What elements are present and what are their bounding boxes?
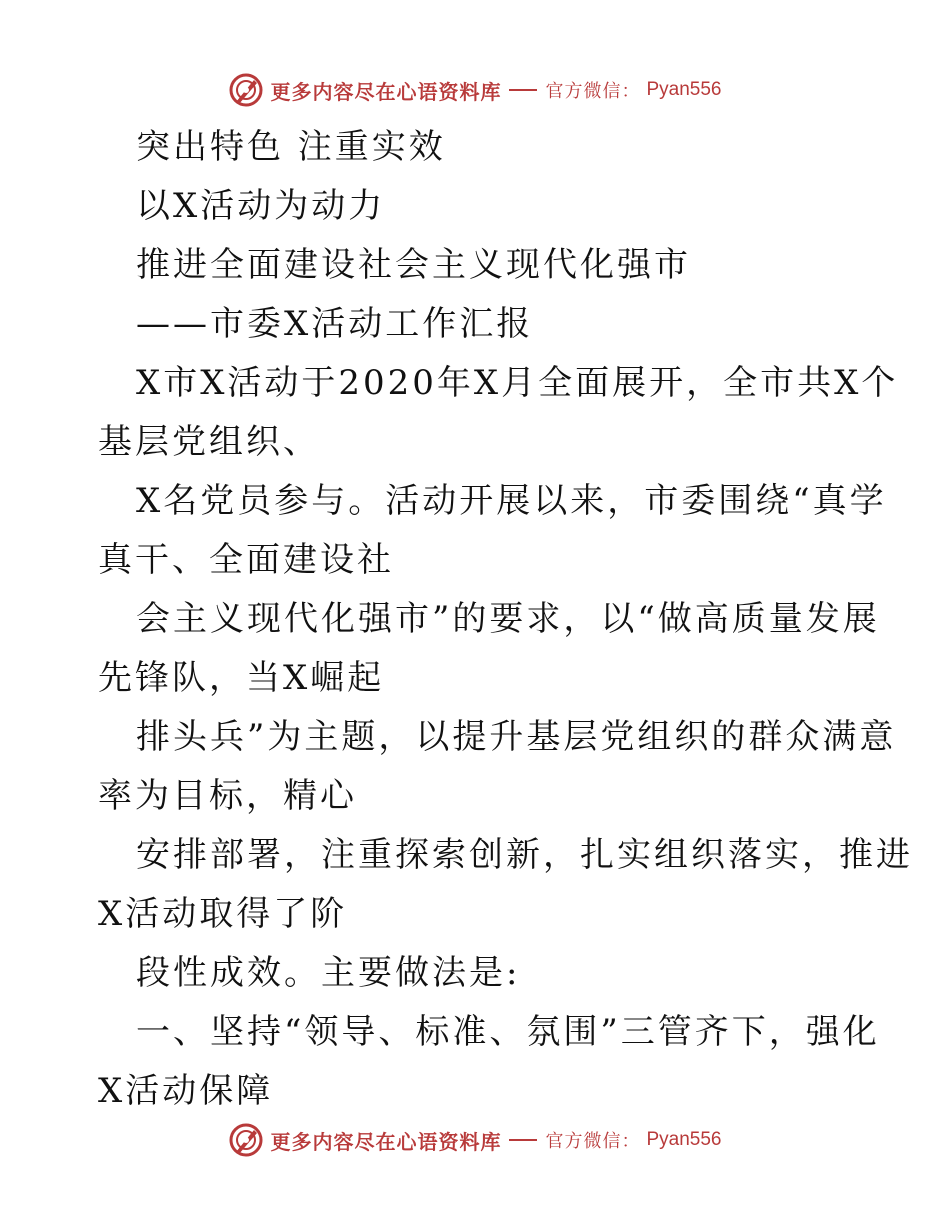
paragraph-line: 先锋队，当X崛起 [98, 658, 385, 698]
quill-logo-icon [228, 1122, 264, 1158]
watermark-main-text: 更多内容尽在心语资料库 [270, 1129, 502, 1154]
document-subtitle: ——市委X活动工作汇报 [136, 304, 534, 344]
paragraph-line: 会主义现代化强市”的要求，以“做高质量发展 [136, 599, 880, 639]
paragraph-line: 安排部署，注重探索创新，扎实组织落实，推进 [136, 835, 913, 875]
section-heading-1: 一、坚持“领导、标准、氛围”三管齐下，强化 [136, 1012, 880, 1052]
watermark-main-text: 更多内容尽在心语资料库 [270, 79, 502, 104]
document-title-line-1: 突出特色 注重实效 [136, 127, 446, 167]
watermark-wechat-label: 官方微信： [545, 1131, 641, 1152]
paragraph-line: 段性成效。主要做法是: [136, 953, 521, 993]
paragraph-line: X市X活动于2020年X月全面展开，全市共X个 [136, 363, 899, 403]
paragraph-line: 真干、全面建设社 [98, 540, 394, 580]
document-title-line-2: 以X活动为动力 [136, 186, 386, 226]
paragraph-line: X名党员参与。活动开展以来，市委围绕“真学 [136, 481, 887, 521]
watermark-dash [509, 1139, 537, 1141]
document-title-line-3: 推进全面建设社会主义现代化强市 [136, 245, 691, 285]
watermark-wechat-id: Pyan556 [646, 79, 722, 100]
watermark-wechat-id: Pyan556 [646, 1129, 722, 1150]
paragraph-line: X活动取得了阶 [98, 894, 348, 934]
watermark-wechat-label: 官方微信： [545, 81, 641, 102]
paragraph-line: 基层党组织、 [98, 422, 320, 462]
paragraph-line: 排头兵”为主题，以提升基层党组织的群众满意 [136, 717, 897, 757]
footer-watermark-banner [0, 1118, 950, 1162]
paragraph-line: 率为目标，精心 [98, 776, 357, 816]
section-heading-1-continued: X活动保障 [98, 1071, 274, 1111]
